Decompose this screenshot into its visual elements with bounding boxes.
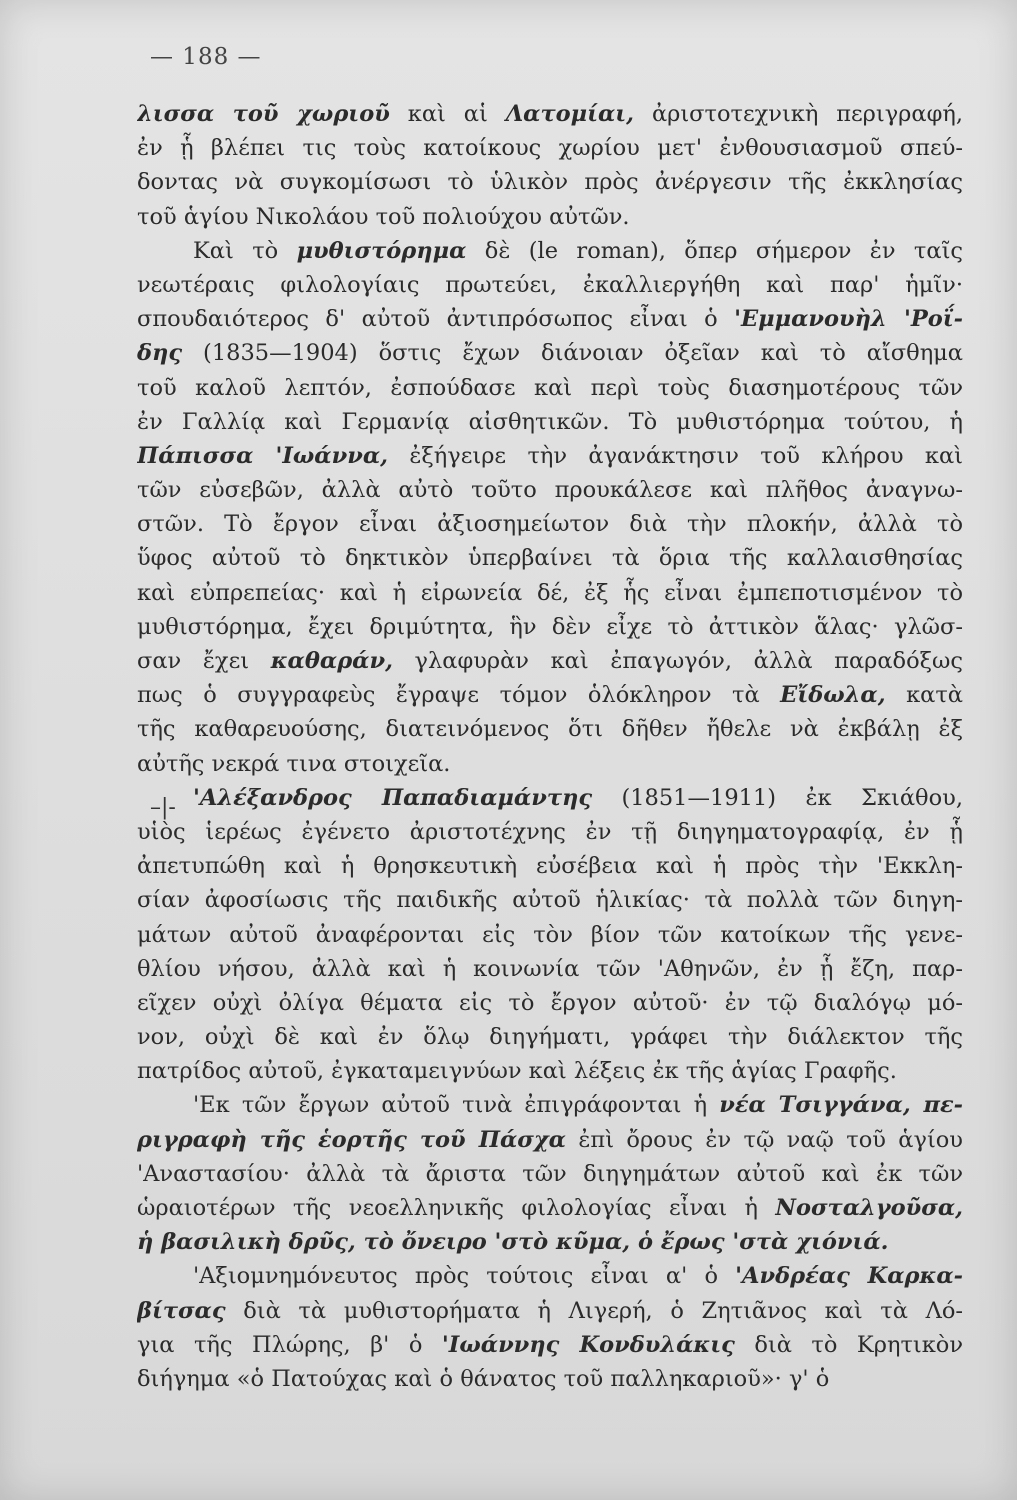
text-line	[137, 1259, 963, 1293]
text-segment: για τῆς Πλώρης, β' ὁ	[137, 1331, 442, 1358]
text-line	[137, 952, 963, 986]
text-segment: πως ὁ συγγραφεὺς ἔγραψε τόμον ὁλόκληρον τὰ	[137, 682, 781, 709]
text-segment: 'Αξιομνημόνευτος πρὸς τούτοις εἶναι α' ὁ	[193, 1263, 736, 1290]
emphasized-text: λισσα τοῦ χωριοῦ	[137, 101, 390, 127]
text-line	[137, 1123, 963, 1157]
text-line	[137, 918, 963, 952]
text-segment: καὶ εὐπρεπείας· καὶ ἡ εἰρωνεία δέ, ἐξ ἧς εἶναι ἐμπεποτισμένον τὸ	[137, 579, 963, 606]
text-line	[137, 1191, 963, 1225]
text-segment: ἐν Γαλλίᾳ καὶ Γερμανίᾳ αἰσθητικῶν. Τὸ μυθιστόρημα τούτου, ἡ	[137, 408, 963, 435]
text-segment: ἐξήγειρε τὴν ἀγανάκτησιν τοῦ κλήρου καὶ	[387, 442, 963, 469]
text-line	[137, 1362, 963, 1396]
emphasized-text: καθαράν,	[270, 648, 393, 674]
text-line	[137, 1328, 963, 1362]
emphasized-text: 'Ανδρέας Καρκα-	[735, 1263, 963, 1290]
text-line	[137, 336, 963, 370]
text-line	[137, 1020, 963, 1054]
text-line	[137, 1088, 963, 1122]
text-line	[137, 986, 963, 1020]
page-number: — 188 —	[150, 44, 262, 70]
text-segment: εῖχεν οὐχὶ ὀλίγα θέματα εἰς τὸ ἔργον αὐτοῦ· ἐν τῷ διαλόγῳ μό-	[137, 989, 963, 1016]
text-segment: σπουδαιότερος δ' αὐτοῦ ἀντιπρόσωπος εἶναι ὁ	[137, 306, 735, 333]
text-segment: ὕφος αὐτοῦ τὸ δηκτικὸν ὑπερβαίνει τὰ ὅρια τῆς καλλαισθησίας	[137, 545, 963, 572]
text-line	[137, 268, 963, 302]
text-segment: τῶν εὐσεβῶν, ἀλλὰ αὐτὸ τοῦτο προυκάλεσε καὶ πλῆθος ἀναγνω-	[137, 477, 963, 504]
text-line	[137, 473, 963, 507]
text-line	[137, 644, 963, 678]
text-line	[137, 541, 963, 575]
text-segment: διήγημα «ὁ Πατούχας καὶ ὁ θάνατος τοῦ παλληκαριοῦ»· γ' ὁ	[137, 1365, 830, 1392]
text-line	[137, 712, 963, 746]
text-segment: ὡραιοτέρων τῆς νεοελληνικῆς φιλολογίας εἶναι ἡ	[137, 1195, 776, 1221]
emphasized-text: Νοσταλγοῦσα,	[775, 1195, 963, 1221]
text-segment: ἀριστοτεχνικὴ περιγραφή,	[634, 101, 963, 127]
text-line	[137, 1157, 963, 1191]
text-line	[137, 439, 963, 473]
text-segment: 'Αναστασίου· ἀλλὰ τὰ ἄριστα τῶν διηγημάτων αὐτοῦ καὶ ἐκ τῶν	[137, 1160, 963, 1187]
text-line	[137, 131, 963, 165]
text-line	[137, 1294, 963, 1328]
text-line	[137, 371, 963, 405]
text-segment: (1851—1911) ἐκ Σκιάθου,	[592, 784, 963, 811]
text-segment: νον, οὐχὶ δὲ καὶ ἐν ὅλῳ διηγήματι, γράφει τὴν διάλεκτον τῆς	[137, 1024, 963, 1051]
text-line	[137, 97, 963, 131]
text-line	[137, 678, 963, 712]
emphasized-text: Λατομίαι,	[505, 101, 635, 127]
text-line	[137, 815, 963, 849]
text-segment: (1835—1904) ὅστις ἔχων διάνοιαν ὀξεῖαν καὶ τὸ αἴσθημα	[182, 340, 963, 367]
text-line	[137, 883, 963, 917]
text-line	[137, 610, 963, 644]
text-line	[137, 1054, 963, 1088]
text-segment: υἱὸς ἱερέως ἐγένετο ἀριστοτέχνης ἐν τῇ διηγηματογραφίᾳ, ἐν ᾗ	[137, 818, 963, 845]
text-segment: μυθιστόρημα, ἔχει δριμύτητα, ἣν δὲν εἶχε τὸ ἀττικὸν ἅλας· γλῶσ-	[137, 613, 963, 640]
text-line	[137, 200, 963, 234]
text-segment: μάτων αὐτοῦ ἀναφέρονται εἰς τὸν βίον τῶν κατοίκων τῆς γενε-	[137, 921, 963, 948]
text-segment: ἐν ᾗ βλέπει τις τοὺς κατοίκους χωρίου μετ' ἐνθουσιασμοῦ σπεύ-	[137, 135, 963, 162]
margin-mark: –|-	[150, 795, 176, 820]
emphasized-text: νέα Τσιγγάνα, πε-	[719, 1092, 963, 1119]
text-line	[137, 165, 963, 199]
text-line	[137, 507, 963, 541]
text-segment: ἐπὶ ὄρους ἐν τῷ ναῷ τοῦ ἁγίου	[565, 1126, 963, 1153]
text-segment: στῶν. Τὸ ἔργον εἶναι ἀξιοσημείωτον διὰ τὴν πλοκήν, ἀλλὰ τὸ	[137, 511, 963, 538]
text-line	[137, 234, 963, 268]
text-segment: σαν ἔχει	[137, 648, 271, 674]
text-line	[137, 849, 963, 883]
emphasized-text: Εἴδωλα,	[780, 682, 886, 709]
emphasized-text: 'Αλέξανδρος Παπαδιαμάντης	[193, 784, 593, 811]
emphasized-text: μυθιστόρημα	[296, 237, 467, 264]
text-segment: θλίου νήσου, ἀλλὰ καὶ ἡ κοινωνία τῶν 'Αθηνῶν, ἐν ᾗ ἔζη, παρ-	[137, 955, 963, 982]
emphasized-text: ἡ βασιλικὴ δρῦς, τὸ ὄνειρο 'στὸ κῦμα, ὁ ἔρως 'στὰ χιόνιά.	[137, 1229, 889, 1256]
text-line	[137, 405, 963, 439]
text-segment: 'Εκ τῶν ἔργων αὐτοῦ τινὰ ἐπιγράφονται ἡ	[193, 1092, 720, 1119]
text-segment: αὐτῆς νεκρά τινα στοιχεῖα.	[137, 750, 451, 777]
text-segment: καὶ αἱ	[389, 101, 506, 127]
emphasized-text: βίτσας	[137, 1297, 226, 1324]
text-segment: τοῦ ἁγίου Νικολάου τοῦ πολιούχου αὐτῶν.	[137, 203, 630, 230]
text-segment: διὰ τὸ Κρητικὸν	[734, 1331, 963, 1358]
text-segment: δοντας νὰ συγκομίσωσι τὸ ὑλικὸν πρὸς ἀνέργεσιν τῆς ἐκκλησίας	[137, 169, 963, 196]
text-segment: νεωτέραις φιλολογίαις πρωτεύει, ἐκαλλιεργήθη καὶ παρ' ἡμῖν·	[137, 271, 963, 298]
body-text	[137, 97, 963, 1396]
emphasized-text: 'Εμμανουὴλ 'Ροΐ-	[734, 306, 963, 333]
text-segment: τοῦ καλοῦ λεπτόν, ἐσπούδασε καὶ περὶ τοὺς διασημοτέρους τῶν	[137, 374, 963, 401]
text-segment: δὲ (le roman), ὅπερ σήμερον ἐν ταῖς	[466, 237, 963, 264]
emphasized-text: 'Ιωάννης Κονδυλάκις	[441, 1331, 735, 1358]
text-segment: ἀπετυπώθη καὶ ἡ θρησκευτικὴ εὐσέβεια καὶ ἡ πρὸς τὴν 'Εκκλη-	[137, 853, 963, 880]
text-line	[137, 781, 963, 815]
text-segment: Καὶ τὸ	[193, 237, 297, 264]
text-segment: γλαφυρὰν καὶ ἐπαγωγόν, ἀλλὰ παραδόξως	[392, 648, 963, 674]
emphasized-text: δης	[137, 340, 183, 367]
text-line	[137, 747, 963, 781]
text-segment: διὰ τὰ μυθιστορήματα ἡ Λιγερή, ὁ Ζητιᾶνος καὶ τὰ Λό-	[225, 1297, 963, 1324]
text-segment: σίαν ἀφοσίωσις τῆς παιδικῆς αὐτοῦ ἡλικίας· τὰ πολλὰ τῶν διηγη-	[137, 887, 963, 914]
emphasized-text: Πάπισσα 'Ιωάννα,	[137, 442, 388, 469]
emphasized-text: ριγραφὴ τῆς ἑορτῆς τοῦ Πάσχα	[137, 1126, 566, 1153]
text-segment: πατρίδος αὐτοῦ, ἐγκαταμειγνύων καὶ λέξεις ἐκ τῆς ἁγίας Γραφῆς.	[137, 1058, 897, 1085]
text-line	[137, 576, 963, 610]
text-line	[137, 302, 963, 336]
text-segment: κατὰ	[885, 682, 963, 709]
text-segment: τῆς καθαρευούσης, διατεινόμενος ὅτι δῆθεν ἤθελε νὰ ἐκβάλῃ ἐξ	[137, 716, 963, 743]
text-line	[137, 1225, 963, 1259]
